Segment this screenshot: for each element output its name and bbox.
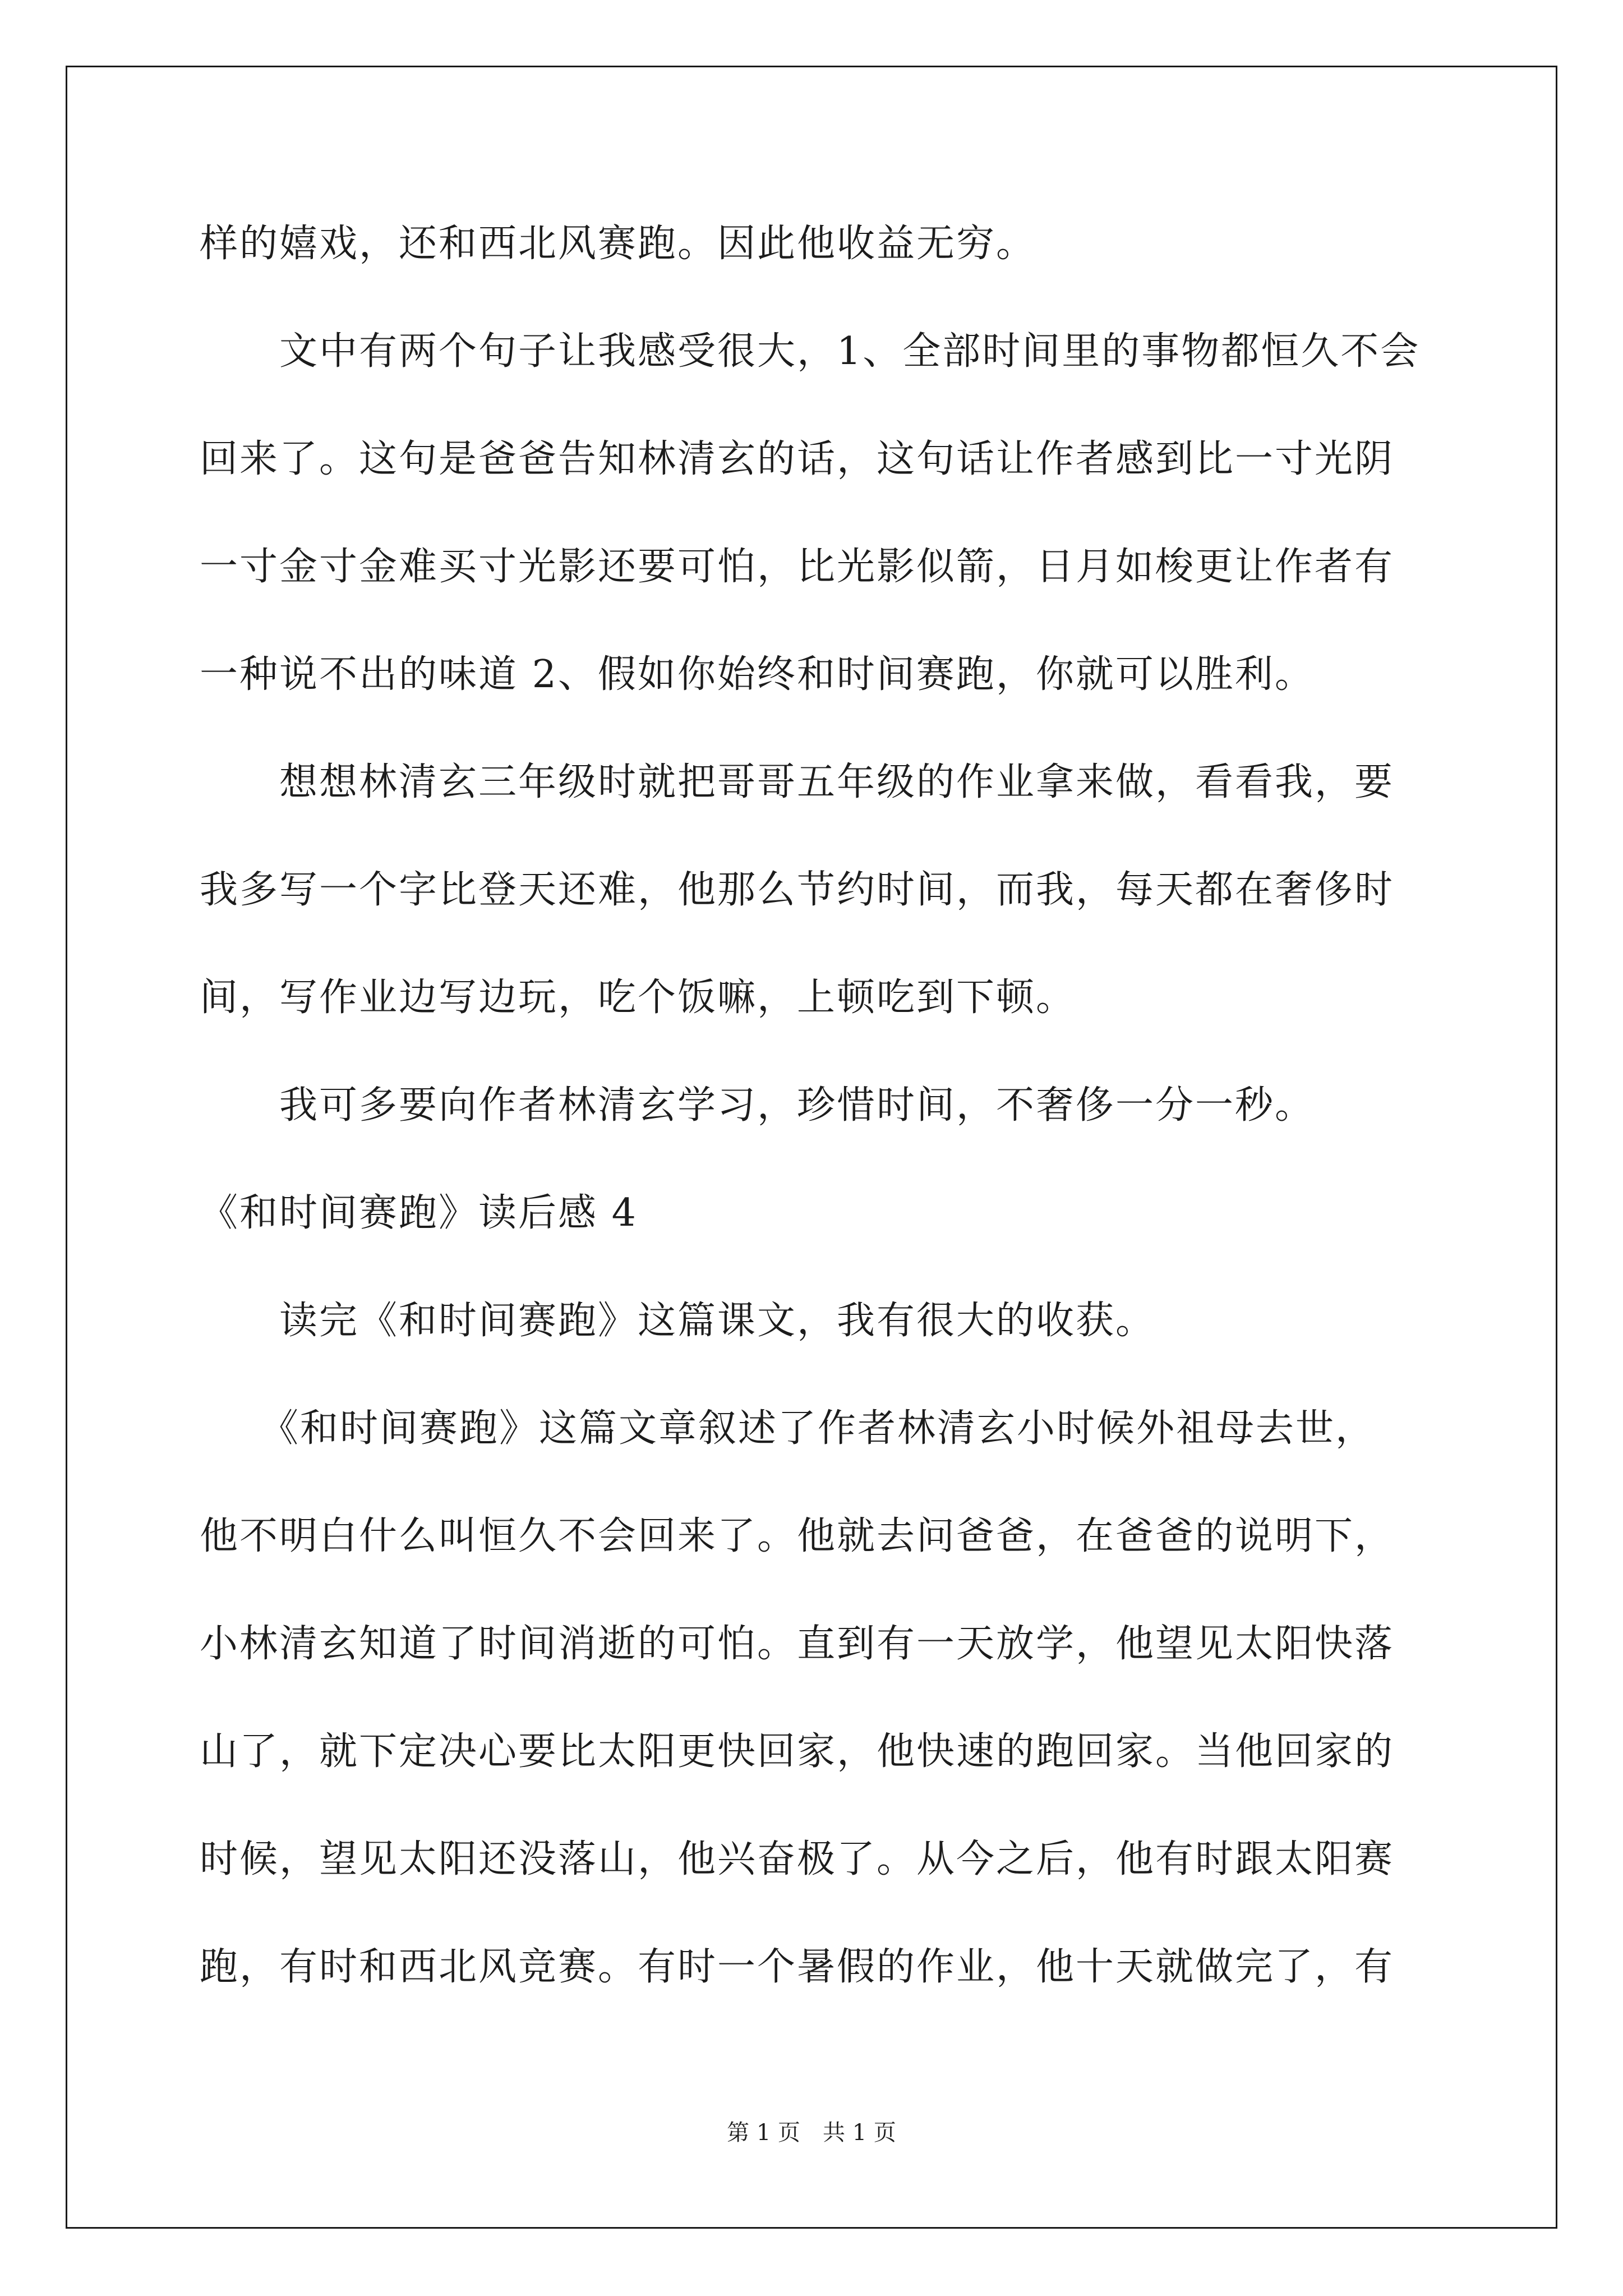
text-line: 回来了。这句是爸爸告知林清玄的话，这句话让作者感到比一寸光阴 bbox=[200, 437, 1395, 481]
text-line: 样的嬉戏，还和西北风赛跑。因此他收益无穷。 bbox=[200, 222, 1036, 266]
text-line: 他不明白什么叫恒久不会回来了。他就去问爸爸，在爸爸的说明下， bbox=[200, 1514, 1395, 1558]
page-footer: 第 1 页 共 1 页 bbox=[727, 2120, 896, 2146]
text-line: 跑，有时和西北风竞赛。有时一个暑假的作业，他十天就做完了，有 bbox=[200, 1945, 1395, 1989]
page-border bbox=[66, 66, 1557, 2229]
text-line: 文中有两个句子让我感受很大，1、全部时间里的事物都恒久不会 bbox=[200, 329, 1421, 374]
text-line: 一种说不出的味道 2、假如你始终和时间赛跑，你就可以胜利。 bbox=[200, 652, 1315, 697]
text-line: 我可多要向作者林清玄学习，珍惜时间，不奢侈一分一秒。 bbox=[200, 1083, 1315, 1128]
text-line: 时候，望见太阳还没落山，他兴奋极了。从今之后，他有时跟太阳赛 bbox=[200, 1837, 1395, 1881]
text-line: 小林清玄知道了时间消逝的可怕。直到有一天放学，他望见太阳快落 bbox=[200, 1622, 1395, 1666]
text-line: 想想林清玄三年级时就把哥哥五年级的作业拿来做，看看我，要 bbox=[200, 760, 1395, 804]
section-heading: 《和时间赛跑》读后感 4 bbox=[200, 1191, 638, 1235]
text-line: 读完《和时间赛跑》这篇课文，我有很大的收获。 bbox=[200, 1299, 1156, 1343]
text-line: 我多写一个字比登天还难，他那么节约时间，而我，每天都在奢侈时 bbox=[200, 868, 1395, 912]
text-line: 《和时间赛跑》这篇文章叙述了作者林清玄小时候外祖母去世， bbox=[200, 1406, 1376, 1451]
text-line: 山了，就下定决心要比太阳更快回家，他快速的跑回家。当他回家的 bbox=[200, 1729, 1395, 1774]
text-line: 一寸金寸金难买寸光影还要可怕，比光影似箭，日月如梭更让作者有 bbox=[200, 545, 1395, 589]
text-line: 间，写作业边写边玩，吃个饭嘛，上顿吃到下顿。 bbox=[200, 976, 1076, 1020]
